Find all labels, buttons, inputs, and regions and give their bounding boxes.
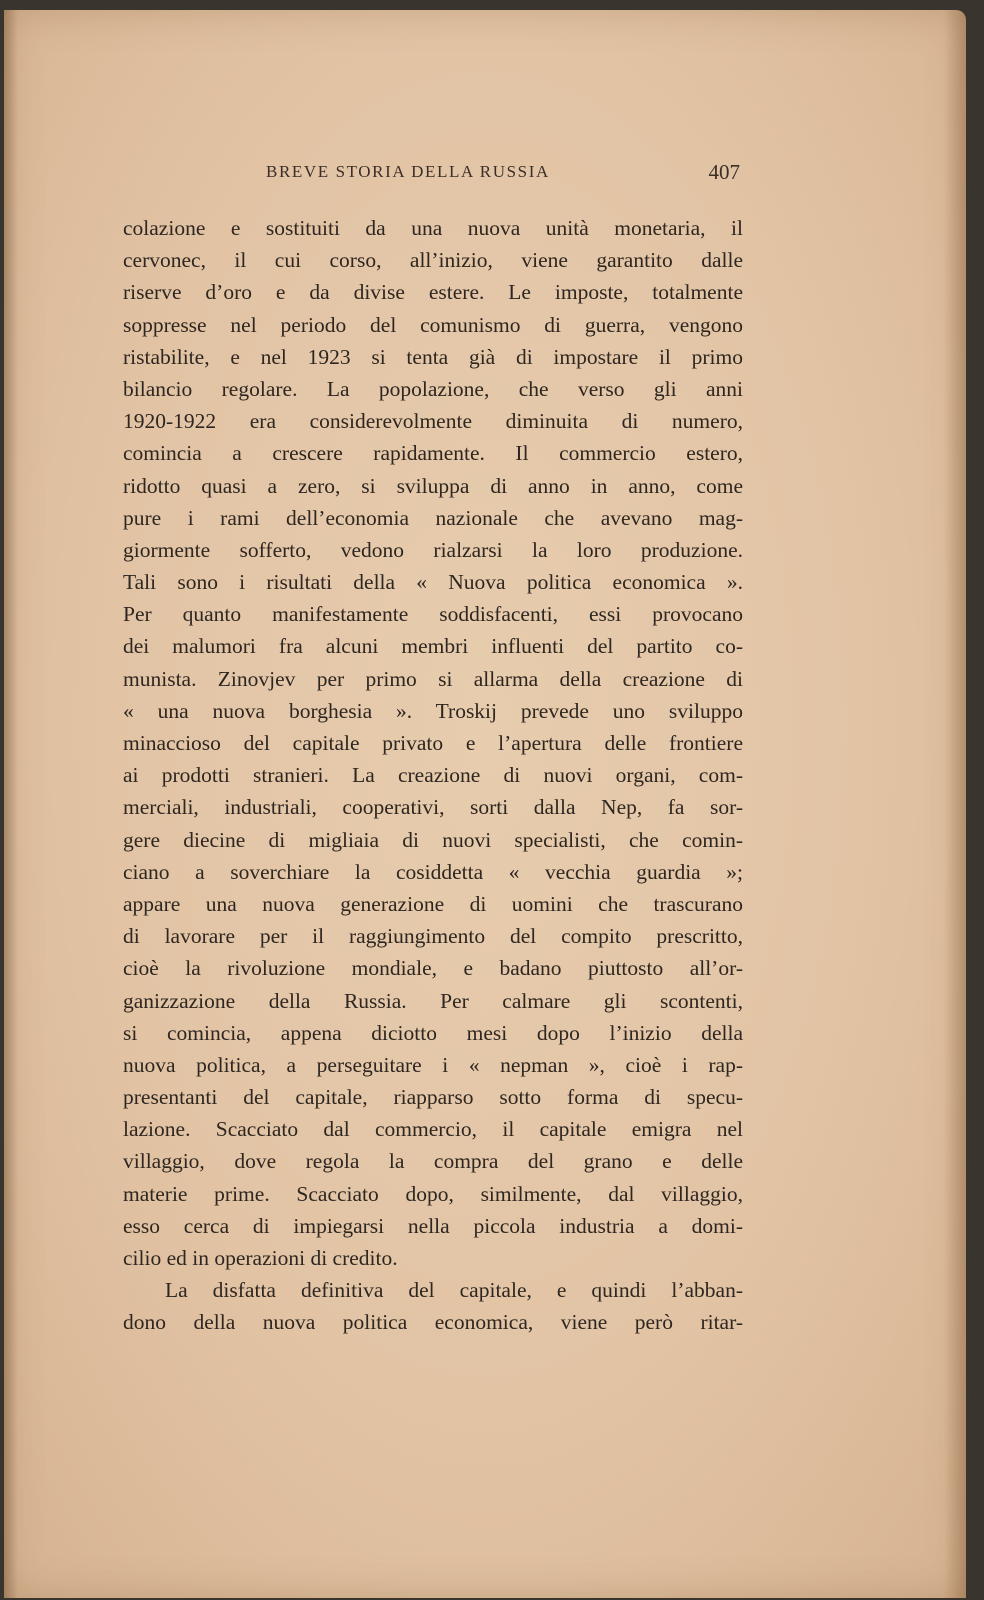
text-line: Per quanto manifestamente soddisfacenti, essi provocano [123,602,743,627]
text-line: si comincia, appena diciotto mesi dopo l’inizio della [123,1020,743,1045]
text-line: lazione. Scacciato dal commercio, il capitale emigra nel [123,1117,743,1142]
text-line: cioè la rivoluzione mondiale, e badano piuttosto all’or- [123,956,743,981]
text-line: colazione e sostituiti da una nuova unità monetaria, il [123,216,743,240]
text-line: pure i rami dell’economia nazionale che avevano mag- [123,505,743,530]
text-line: materie prime. Scacciato dopo, similmente, dal villaggio, [123,1181,743,1206]
page-spine-shadow [4,10,18,1598]
text-line: presentanti del capitale, riapparso sotto forma di specu- [123,1085,743,1110]
text-line: munista. Zinovjev per primo si allarma della creazione di [123,666,743,691]
text-line: giormente sofferto, vedono rialzarsi la loro produzione. [123,537,743,562]
text-line: Tali sono i risultati della « Nuova politica economica ». [123,570,743,595]
text-line: soppresse nel periodo del comunismo di guerra, vengono [123,312,743,337]
text-line: riserve d’oro e da divise estere. Le imposte, totalmente [123,280,743,305]
text-line: cervonec, il cui corso, all’inizio, viene garantito dalle [123,248,743,273]
body-text [123,212,743,1339]
text-line: merciali, industriali, cooperativi, sorti dalla Nep, fa sor- [123,795,743,820]
page-edge-shadow [944,10,966,1598]
text-line: villaggio, dove regola la compra del grano e delle [123,1149,743,1174]
text-line: gere diecine di migliaia di nuovi specialisti, che comin- [123,827,743,852]
text-line: ridotto quasi a zero, si sviluppa di anno in anno, come [123,473,743,498]
text-line: 1920-1922 era considerevolmente diminuita di numero, [123,409,743,434]
text-line: minaccioso del capitale privato e l’apertura delle frontiere [123,731,743,755]
text-line: cilio ed in operazioni di credito. [123,1246,398,1270]
text-line: dei malumori fra alcuni membri influenti del partito co- [123,634,743,659]
text-line: La disfatta definitiva del capitale, e quindi l’abban- [165,1278,743,1303]
text-line: ganizzazione della Russia. Per calmare gli scontenti, [123,988,743,1013]
text-line: esso cerca di impiegarsi nella piccola industria a domi- [123,1213,743,1238]
running-head [120,160,740,184]
text-line: di lavorare per il raggiungimento del compito prescritto, [123,924,743,949]
text-line: « una nuova borghesia ». Troskij prevede uno sviluppo [123,698,743,723]
text-line: bilancio regolare. La popolazione, che verso gli anni [123,376,743,401]
text-line: dono della nuova politica economica, viene però ritar- [123,1310,743,1335]
text-line: ristabilite, e nel 1923 si tenta già di impostare il primo [123,344,743,369]
text-line: ciano a soverchiare la cosiddetta « vecchia guardia »; [123,859,743,884]
text-line: appare una nuova generazione di uomini che trascurano [123,891,743,916]
text-line: comincia a crescere rapidamente. Il commercio estero, [123,441,743,466]
text-line: nuova politica, a perseguitare i « nepman », cioè i rap- [123,1052,743,1077]
page-number: 407 [708,160,740,184]
text-line: ai prodotti stranieri. La creazione di nuovi organi, com- [123,763,743,788]
running-title: BREVE STORIA DELLA RUSSIA [266,162,550,181]
